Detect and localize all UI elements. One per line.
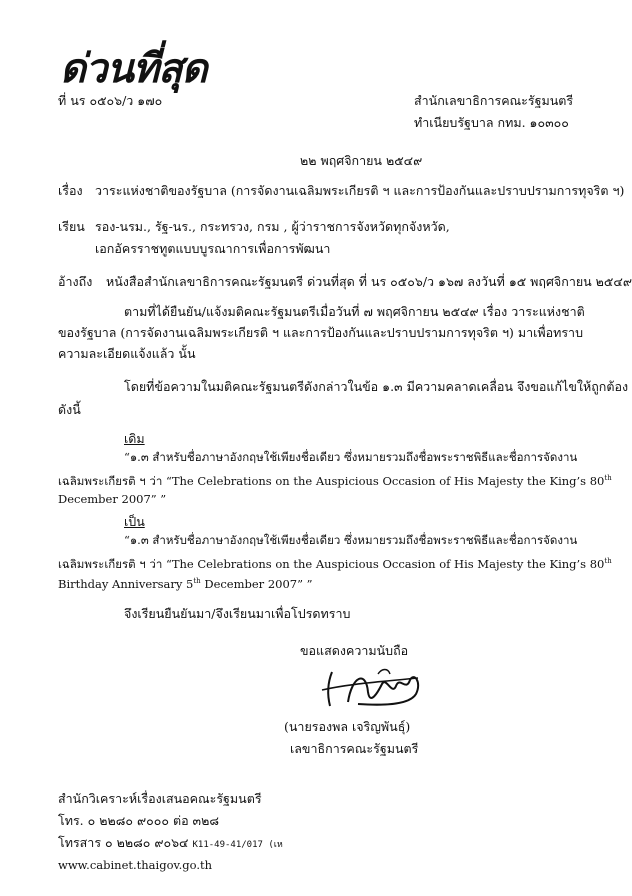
urgent-heading: ด่วนที่สุด — [60, 45, 207, 92]
footer-office: สำนักวิเคราะห์เรื่องเสนอคณะรัฐมนตรี — [58, 791, 262, 806]
footer-phone: โทร. ๐ ๒๒๘๐ ๙๐๐๐ ต่อ ๓๒๘ — [58, 813, 219, 828]
corrected-heading: เป็น — [124, 514, 145, 529]
to-line-2: เอกอัครราชทูตแบบบูรณาการเพื่อการพัฒนา — [95, 241, 331, 256]
original-line-1: “๑.๓ สำหรับชื่อภาษาอังกฤษใช้เพียงชื่อเดียว ซึ่งหมายรวมถึงชื่อพระราชพิธีและชื่อการจัดงาน — [124, 450, 578, 464]
corrected-line-1: “๑.๓ สำหรับชื่อภาษาอังกฤษใช้เพียงชื่อเดียว ซึ่งหมายรวมถึงชื่อพระราชพิธีและชื่อการจัดงาน — [124, 533, 578, 547]
footer-fax: โทรสาร ๐ ๒๒๘๐ ๙๐๖๔ K11-49-41/017 (เห — [58, 835, 283, 850]
to-line-1: รอง-นรม., รัฐ-นร., กระทรวง, กรม , ผู้ว่าราชการจังหวัดทุกจังหวัด, — [95, 219, 450, 234]
corrected-line-2: เฉลิมพระเกียรติ ฯ ว่า “The Celebrations on the Auspicious Occasion of His Majesty the King’s 80th — [58, 556, 612, 571]
fax-code: K11-49-41/017 (เห — [192, 840, 283, 850]
reference-text: หนังสือสำนักเลขาธิการคณะรัฐมนตรี ด่วนที่สุด ที่ นร ๐๕๐๖/ว ๑๖๗ ลงวันที่ ๑๕ พฤศจิกายน ๒๕๔๙ — [106, 274, 632, 289]
subject-text: วาระแห่งชาติของรัฐบาล (การจัดงานเฉลิมพระเกียรติ ฯ และการป้องกันและปราบปรามการทุจริต ฯ) — [95, 183, 625, 198]
to-label: เรียน — [58, 219, 85, 234]
para1-line-1: ตามที่ได้ยืนยัน/แจ้งมติคณะรัฐมนตรีเมื่อวันที่ ๗ พฤศจิกายน ๒๕๔๙ เรื่อง วาระแห่งชาติ — [124, 304, 585, 319]
regards: ขอแสดงความนับถือ — [300, 643, 409, 658]
sender-address: ทำเนียบรัฐบาล กทม. ๑๐๓๐๐ — [414, 115, 569, 130]
signer-title: เลขาธิการคณะรัฐมนตรี — [290, 741, 419, 756]
para2-line-1: โดยที่ข้อความในมติคณะรัฐมนตรีดังกล่าวในข้อ ๑.๓ มีความคลาดเคลื่อน จึงขอแก้ไขให้ถูกต้อง — [124, 379, 629, 394]
closing-line: จึงเรียนยืนยันมา/จึงเรียนมาเพื่อโปรดทราบ — [124, 606, 351, 621]
para1-line-2: ของรัฐบาล (การจัดงานเฉลิมพระเกียรติ ฯ และการป้องกันและปราบปรามการทุจริต ฯ) มาเพื่อทราบ — [58, 325, 584, 340]
signer-name: (นายรองพล เจริญพันธุ์) — [284, 719, 411, 734]
para1-line-3: ความละเอียดแจ้งแล้ว นั้น — [58, 346, 196, 361]
footer-website[interactable]: www.cabinet.thaigov.go.th — [58, 858, 213, 872]
sender-office: สำนักเลขาธิการคณะรัฐมนตรี — [414, 93, 574, 108]
subject-label: เรื่อง — [58, 183, 83, 198]
document-date: ๒๒ พฤศจิกายน ๒๕๔๙ — [300, 153, 423, 168]
document-number: ที่ นร ๐๕๐๖/ว ๑๗๐ — [58, 93, 163, 108]
original-line-2: เฉลิมพระเกียรติ ฯ ว่า “The Celebrations on the Auspicious Occasion of His Majesty the King’s 80th — [58, 473, 612, 488]
original-heading: เดิม — [124, 431, 145, 446]
original-line-3: December 2007” ” — [58, 492, 167, 506]
reference-label: อ้างถึง — [58, 274, 93, 289]
corrected-line-3: Birthday Anniversary 5th December 2007” ” — [58, 576, 313, 591]
para2-line-2: ดังนี้ — [58, 402, 81, 417]
handwritten-signature — [318, 662, 428, 710]
